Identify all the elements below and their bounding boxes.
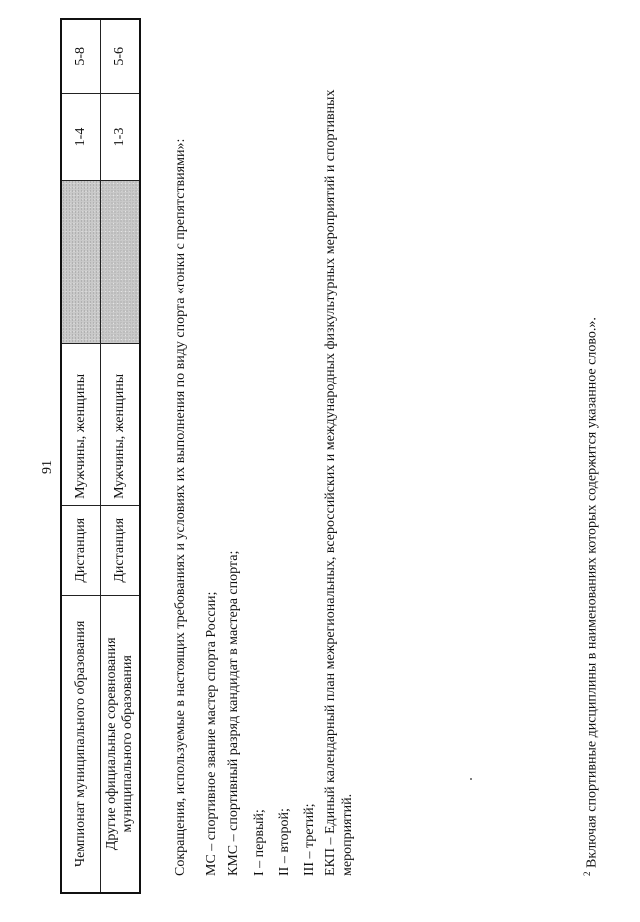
- abbreviation-second: II – второй;: [277, 808, 292, 876]
- competition-cell: Чемпионат муниципального образования: [61, 595, 101, 893]
- rank-cell: 5-6: [101, 19, 141, 93]
- scan-speck: [470, 778, 472, 780]
- gender-cell: Мужчины, женщины: [61, 343, 101, 505]
- abbreviations-intro: Сокращения, используемые в настоящих требованиях и условиях их выполнения по виду спорта «гонки с препятствиями»:: [173, 138, 188, 876]
- shaded-empty-cell: [101, 181, 141, 343]
- abbreviation-third: III – третий;: [302, 803, 317, 876]
- discipline-type-cell: Дистанция: [61, 505, 101, 595]
- abbreviation-first: I – первый;: [252, 809, 267, 876]
- age-cell: 1-4: [61, 93, 101, 181]
- abbreviation-ms: МС – спортивное звание мастер спорта России;: [204, 591, 219, 876]
- footnote-text: Включая спортивные дисциплины в наименованиях которых содержится указанное слово.».: [584, 317, 600, 868]
- footnote: [582, 317, 601, 876]
- gender-cell: Мужчины, женщины: [101, 343, 141, 505]
- table-row: [61, 19, 101, 893]
- page-number: 91: [40, 460, 55, 474]
- qualification-table: [60, 18, 141, 894]
- footnote-marker: 2: [582, 871, 592, 876]
- rank-cell: 5-8: [61, 19, 101, 93]
- age-cell: 1-3: [101, 93, 141, 181]
- shaded-empty-cell: [61, 181, 101, 343]
- discipline-type-cell: Дистанция: [101, 505, 141, 595]
- competition-cell: Другие официальные соревнования муниципального образования: [101, 595, 141, 893]
- table-row: [101, 19, 141, 893]
- abbreviation-kms: КМС – спортивный разряд кандидат в мастера спорта;: [226, 550, 241, 876]
- abbreviation-ekp: ЕКП – Единый календарный план межрегиональных, всероссийских и международных физкультурных мероприятий и спортивных мероприятий.: [323, 89, 355, 876]
